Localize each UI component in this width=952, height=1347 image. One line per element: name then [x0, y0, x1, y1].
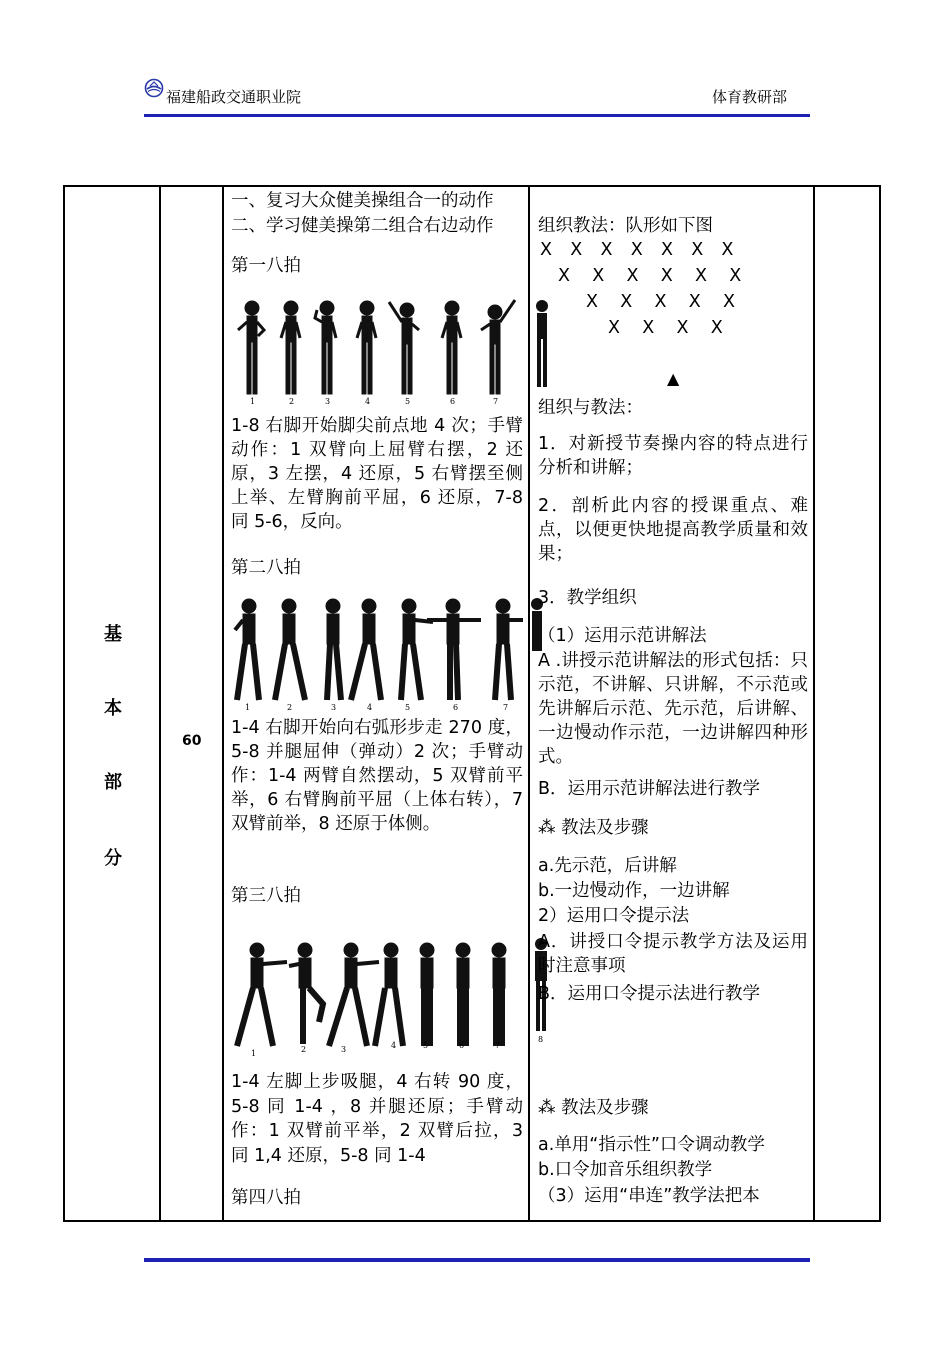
step-line: b.口令加音乐组织教学	[538, 1160, 713, 1180]
beat-description: 1-4 右脚开始向右弧形步走 270 度，5-8 并腿屈伸（弹动）2 次；手臂动作：1-4 两臂自然摆动，5 双臂前平举，6 右臂胸前平屈（上体右转），7 双臂前举，8 还原于体侧。	[231, 718, 523, 834]
method-subitem-detail: A .讲授示范讲解法的形式包括：只示范，不讲解、只讲解，不示范或先讲解后示范、先示范，后讲解、一边慢动作示范，一边讲解四种形式。	[538, 651, 808, 767]
photo-number: 1	[250, 397, 256, 406]
photo-number: 2	[301, 1045, 307, 1054]
beat1-photo-strip	[229, 294, 525, 406]
photo-number: 3	[341, 1045, 347, 1054]
method-item: 1．对新授节奏操内容的特点进行分析和讲解；	[538, 434, 808, 478]
formation-row: X X X X X X	[558, 266, 742, 286]
section-label-char: 分	[104, 848, 122, 869]
step-line: a.先示范，后讲解	[538, 856, 677, 876]
beat2-photo-strip	[229, 592, 527, 712]
photo-number: 4	[365, 397, 371, 406]
header-org-name: 福建船政交通职业院	[166, 88, 302, 106]
method-subitem-detail: B．运用口令提示法进行教学	[538, 984, 761, 1004]
photo-number: 5	[423, 1041, 429, 1050]
section-label-char: 基	[104, 624, 122, 645]
steps-title: ⁂ 教法及步骤	[538, 1098, 649, 1118]
duration-value: 60	[182, 733, 202, 749]
photo-number: 7	[503, 703, 509, 712]
beat3-photo-strip	[229, 928, 525, 1058]
photo-number: 2	[287, 703, 293, 712]
photo-number: 6	[459, 1041, 465, 1050]
steps-title: ⁂ 教法及步骤	[538, 818, 649, 838]
intro-line: 一、复习大众健美操组合一的动作	[231, 191, 494, 211]
beat-title: 第四八拍	[231, 1188, 301, 1208]
method-subitem-detail: B．运用示范讲解法进行教学	[538, 779, 761, 799]
organization-title: 组织教法：队形如下图	[538, 216, 713, 236]
footer-divider	[144, 1258, 810, 1262]
organization-method-title: 组织与教法：	[538, 398, 643, 418]
header-divider	[144, 114, 810, 117]
method-subitem: （1）运用示范讲解法	[538, 626, 707, 646]
method-item: 2．剖析此内容的授课重点、难点，以便更快地提高教学质量和效果；	[538, 496, 808, 564]
method-subitem: 2）运用口令提示法	[538, 906, 690, 926]
section-label-char: 部	[104, 772, 122, 793]
photo-number: 3	[331, 703, 337, 712]
step-line: a.单用“指示性”口令调动教学	[538, 1135, 765, 1155]
photo-number: 4	[367, 703, 373, 712]
college-logo-icon	[144, 78, 164, 98]
photo-number: 6	[450, 397, 456, 406]
photo-number: 1	[245, 703, 251, 712]
photo-number: 1	[251, 1049, 257, 1058]
photo-number: 7	[493, 397, 499, 406]
beat-description: 1-8 右脚开始脚尖前点地 4 次；手臂动作：1 双臂向上屈臂右摆，2 还原，3 左摆，4 还原，5 右臂摆至侧上举、左臂胸前平屈，6 还原，7-8 同 5-6，反向。	[231, 416, 523, 532]
beat-title: 第二八拍	[231, 558, 301, 578]
method-subitem: （3）运用“串连”教学法把本	[538, 1186, 760, 1206]
photo-number: 5	[405, 703, 411, 712]
table-column-divider	[528, 185, 530, 1222]
intro-line: 二、学习健美操第二组合右边动作	[231, 216, 494, 236]
method-subitem-detail: A．讲授口令提示教学方法及运用时注意事项	[538, 932, 808, 976]
table-column-divider	[159, 185, 161, 1222]
method-item: 3．教学组织	[538, 588, 637, 608]
photo-number: 8	[538, 1035, 544, 1044]
formation-row: X X X X X X X	[540, 240, 734, 260]
beat-title: 第三八拍	[231, 886, 301, 906]
table-column-divider	[222, 185, 224, 1222]
formation-row: X X X X X	[586, 292, 735, 312]
teacher-position-marker: ▲	[667, 369, 680, 388]
table-column-divider	[813, 185, 815, 1222]
beat1-photo-overflow-figure	[532, 296, 552, 392]
photo-number: 2	[289, 397, 295, 406]
photo-number: 6	[453, 703, 459, 712]
beat-description: 1-4 左脚上步吸腿，4 右转 90 度，5-8 同 1-4 ，8 并腿还原；手臂动作：1 双臂前平举，2 双臂后拉，3 同 1,4 还原，5-8 同 1-4	[231, 1072, 523, 1166]
beat-title: 第一八拍	[231, 256, 301, 276]
photo-number: 7	[495, 1041, 501, 1050]
step-line: b.一边慢动作，一边讲解	[538, 881, 730, 901]
photo-number: 5	[405, 397, 411, 406]
photo-number: 4	[391, 1041, 397, 1050]
section-label-char: 本	[104, 698, 122, 719]
header-department: 体育教研部	[712, 88, 788, 106]
formation-row: X X X X	[608, 318, 723, 338]
photo-number: 3	[325, 397, 331, 406]
